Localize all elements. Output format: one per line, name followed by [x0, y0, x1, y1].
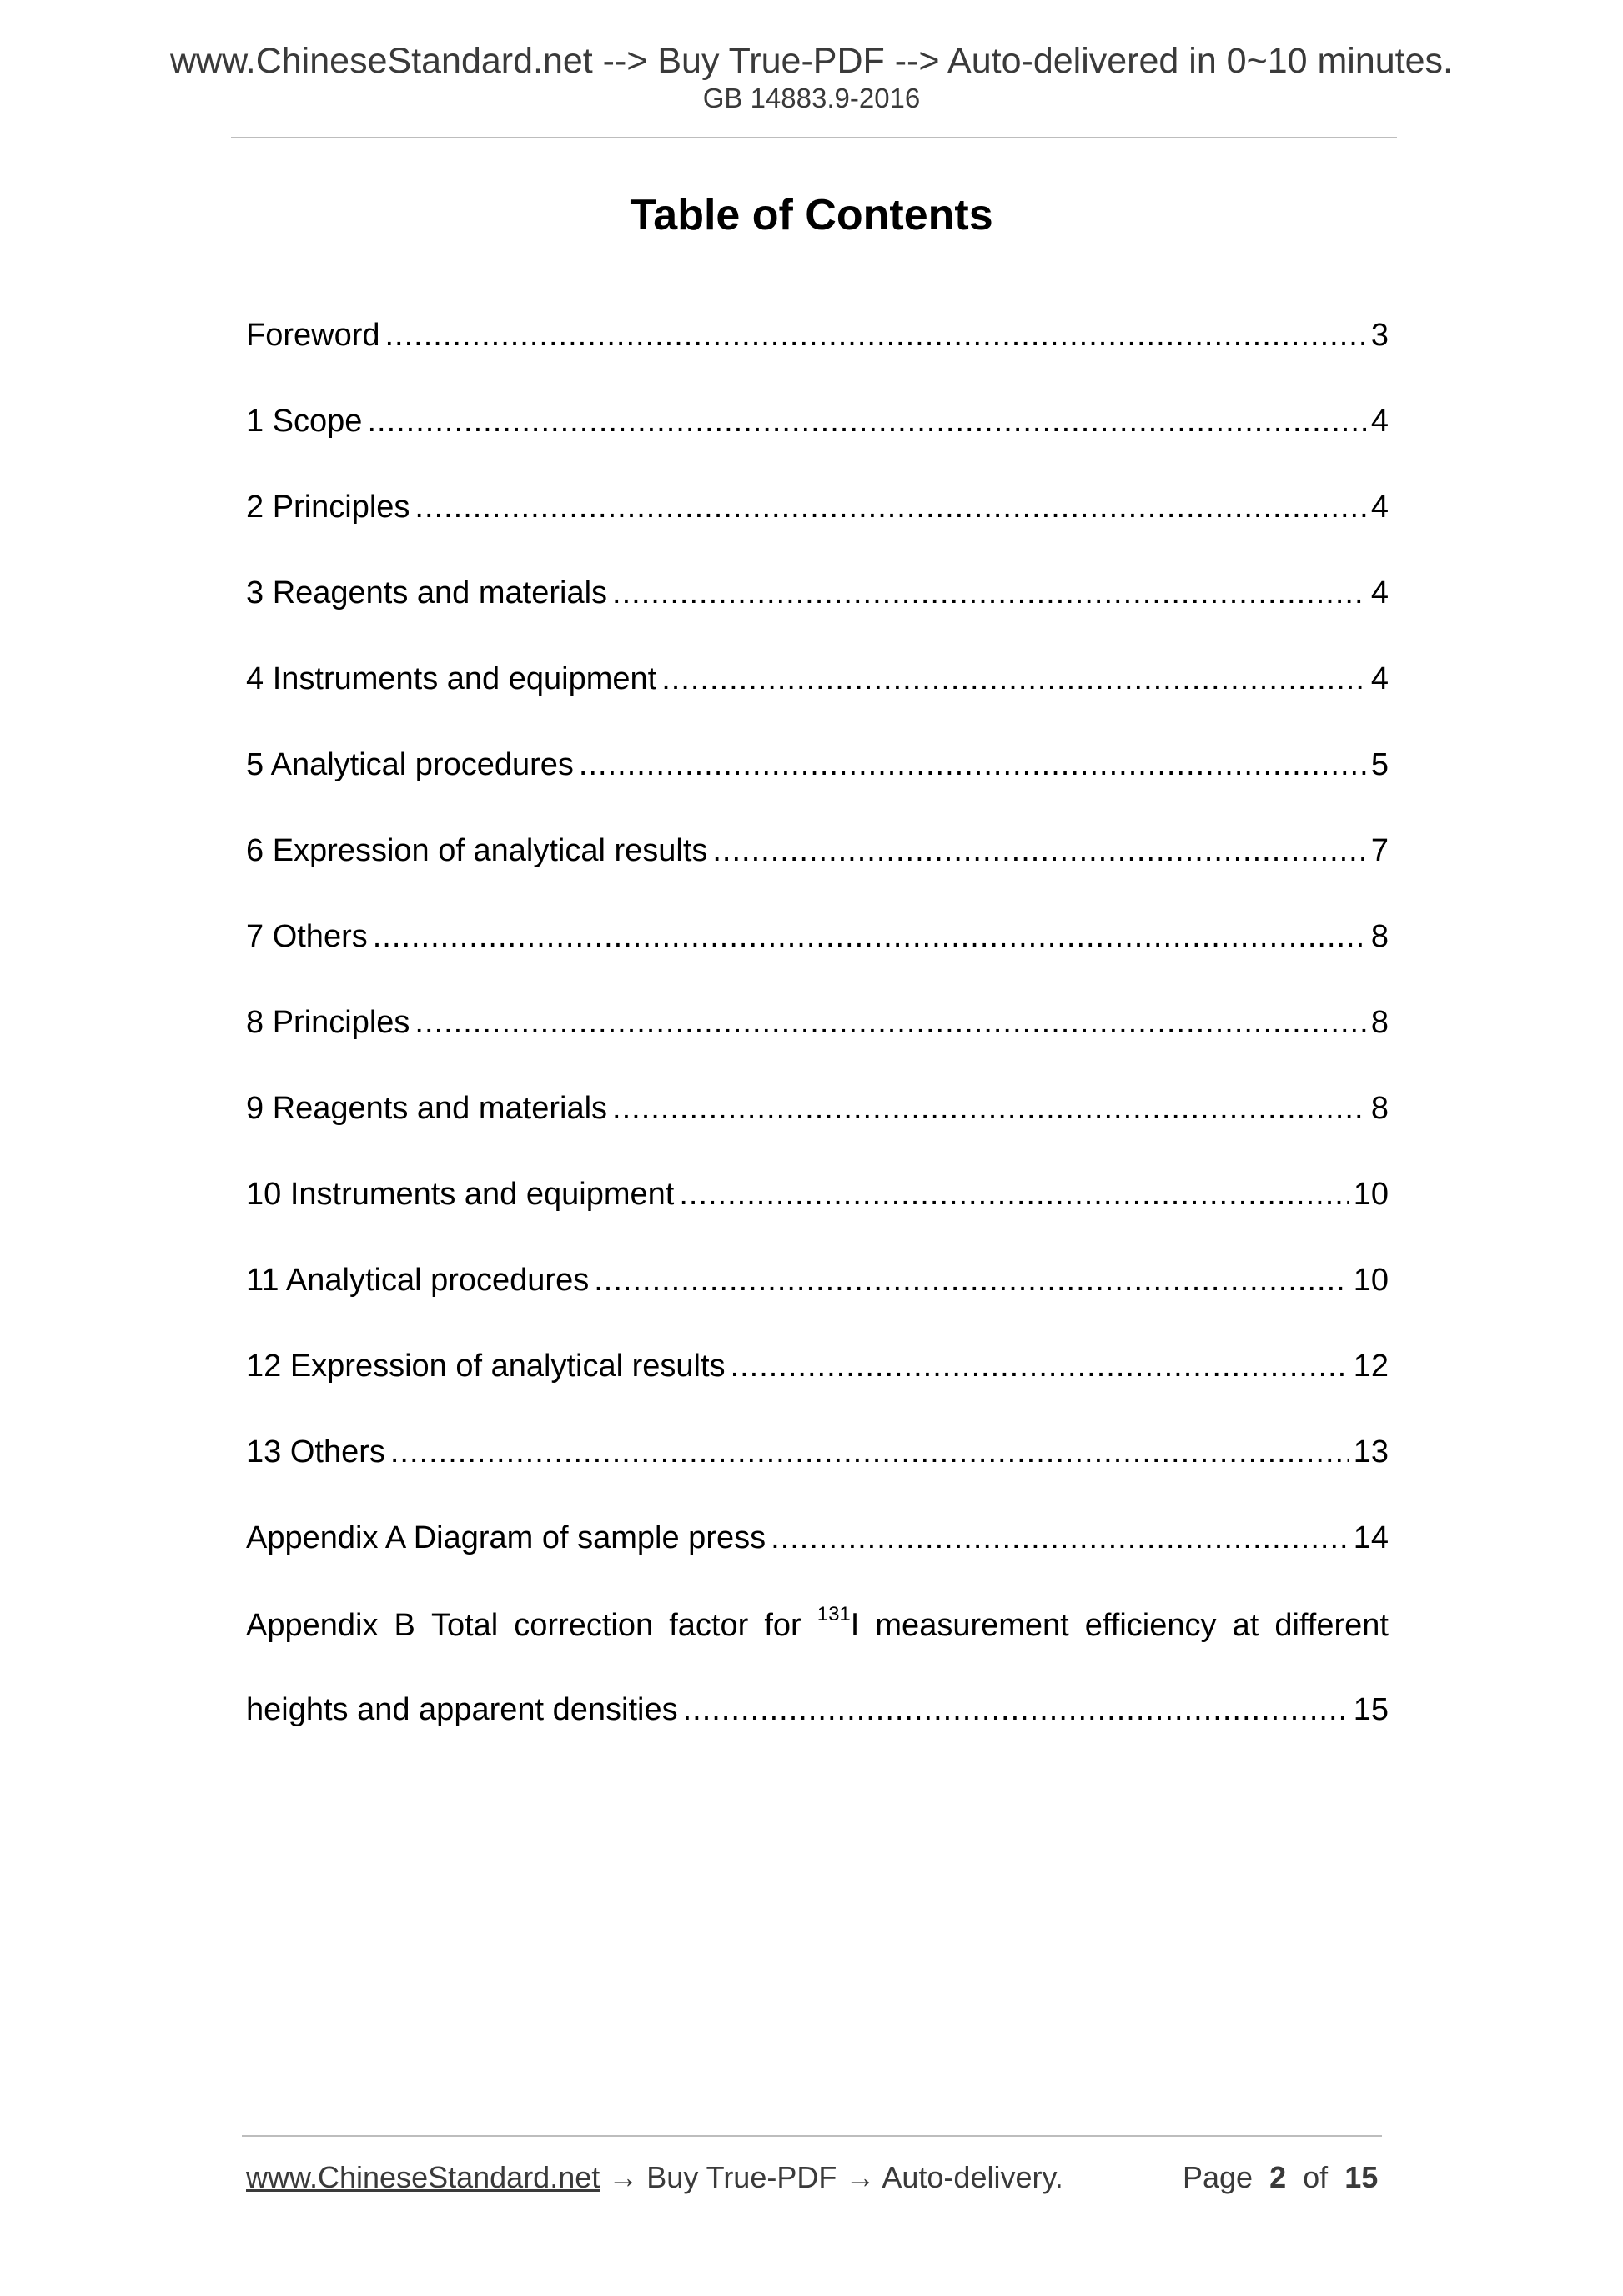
toc-entry-instruments[interactable] — [246, 663, 1389, 749]
toc-title: Table of Contents — [630, 191, 993, 239]
toc-word: B — [394, 1607, 415, 1643]
toc-entry-reagents-2[interactable] — [246, 1093, 1389, 1178]
toc-entry-page: 4 — [1370, 661, 1389, 696]
toc-entry-others-2[interactable] — [246, 1436, 1389, 1522]
toc-leader-dots — [683, 1694, 1349, 1726]
toc-entry-page: 4 — [1370, 575, 1389, 610]
toc-entry-appendix-a[interactable] — [246, 1522, 1389, 1608]
page-current: 2 — [1269, 2160, 1287, 2194]
toc-entry-instruments-2[interactable] — [246, 1178, 1389, 1264]
toc-entry-analytical-procedures-2[interactable] — [246, 1264, 1389, 1350]
toc-entry-page: 8 — [1370, 919, 1389, 954]
isotope-symbol: I — [850, 1607, 860, 1643]
toc-leader-dots — [390, 1436, 1349, 1468]
toc-entry-page: 4 — [1370, 404, 1389, 439]
toc-entry-label: Appendix A Diagram of sample press — [246, 1520, 766, 1555]
toc-entry-page: 10 — [1353, 1177, 1389, 1212]
toc-entry-appendix-b-line1[interactable] — [246, 1603, 1389, 1694]
toc-entry-others[interactable] — [246, 921, 1389, 1007]
toc-entry-page: 12 — [1353, 1349, 1389, 1384]
toc-entry-label: heights and apparent densities — [246, 1692, 678, 1727]
toc-entry-page: 14 — [1353, 1520, 1389, 1555]
toc-leader-dots — [679, 1178, 1348, 1210]
toc-leader-dots — [712, 835, 1365, 867]
toc-leader-dots — [612, 1093, 1366, 1124]
toc-entry-label: 4 Instruments and equipment — [246, 661, 657, 696]
page-total: 15 — [1344, 2160, 1379, 2194]
toc-entry-label: 3 Reagents and materials — [246, 575, 608, 610]
toc-word: correction — [514, 1607, 654, 1643]
of-label: of — [1303, 2160, 1329, 2194]
toc-leader-dots — [385, 319, 1366, 351]
toc-word: efficiency — [1084, 1607, 1217, 1643]
toc-entry-label: 1 Scope — [246, 404, 363, 439]
toc-entry-principles[interactable] — [246, 491, 1389, 577]
toc-entry-label: 6 Expression of analytical results — [246, 833, 708, 868]
footer-divider — [242, 2135, 1382, 2137]
toc-entry-label: 7 Others — [246, 919, 368, 954]
toc-leader-dots — [579, 749, 1366, 781]
toc-leader-dots — [415, 1007, 1365, 1038]
toc-leader-dots — [612, 577, 1366, 609]
toc-entry-analytical-procedures[interactable] — [246, 749, 1389, 835]
toc-entry-label: 11 Analytical procedures — [246, 1263, 590, 1298]
header-banner: www.ChineseStandard.net --> Buy True-PDF --> Auto-delivered in 0~10 minutes. — [169, 41, 1453, 81]
toc-word: Appendix — [246, 1607, 379, 1643]
footer-buy-text: Buy True-PDF — [646, 2160, 837, 2194]
toc-entry-page: 5 — [1370, 747, 1389, 782]
toc-leader-dots — [594, 1264, 1349, 1296]
toc-entry-page: 3 — [1370, 318, 1389, 353]
toc-entry-label: Foreword — [246, 318, 380, 353]
toc-entry-page: 13 — [1353, 1434, 1389, 1470]
toc-entry-label: 13 Others — [246, 1434, 385, 1470]
toc-entry-label: 10 Instruments and equipment — [246, 1177, 675, 1212]
toc-word: Total — [430, 1607, 499, 1643]
toc-word: measurement — [875, 1607, 1069, 1643]
toc-entry-label: 12 Expression of analytical results — [246, 1349, 726, 1384]
page-indicator — [1183, 2160, 1379, 2194]
toc-entry-label: 9 Reagents and materials — [246, 1091, 608, 1126]
toc-entry-expression-results[interactable] — [246, 835, 1389, 921]
header-divider — [231, 137, 1397, 138]
arrow-right-icon: → — [608, 2160, 639, 2194]
toc-word: different — [1274, 1607, 1389, 1643]
toc-entry-scope[interactable] — [246, 405, 1389, 491]
toc-entry-page: 8 — [1370, 1005, 1389, 1040]
footer-delivery-text: Auto-delivery. — [882, 2160, 1063, 2194]
isotope-superscript: 131 — [817, 1603, 851, 1625]
footer-website-link[interactable]: www.ChineseStandard.net — [246, 2160, 600, 2194]
arrow-right-icon: → — [845, 2160, 876, 2194]
toc-leader-dots — [373, 921, 1366, 952]
toc-entry-page: 4 — [1370, 490, 1389, 525]
toc-entry-principles-2[interactable] — [246, 1007, 1389, 1093]
toc-entry-label: 8 Principles — [246, 1005, 410, 1040]
toc-entry-page: 7 — [1370, 833, 1389, 868]
footer-promo — [246, 2160, 1063, 2194]
toc-leader-dots — [367, 405, 1365, 437]
toc-word: at — [1232, 1607, 1259, 1643]
toc-leader-dots — [415, 491, 1365, 523]
toc-entry-foreword[interactable] — [246, 319, 1389, 405]
page-label: Page — [1183, 2160, 1254, 2194]
toc-word: for — [764, 1607, 801, 1643]
toc-entry-page: 15 — [1353, 1692, 1389, 1727]
toc-entry-label: 2 Principles — [246, 490, 410, 525]
isotope-term — [817, 1603, 860, 1643]
toc-entry-reagents[interactable] — [246, 577, 1389, 663]
toc-leader-dots — [771, 1522, 1349, 1554]
toc-leader-dots — [731, 1350, 1349, 1382]
toc-entry-page: 8 — [1370, 1091, 1389, 1126]
toc-leader-dots — [661, 663, 1366, 695]
toc-list — [246, 319, 1389, 1780]
toc-entry-page: 10 — [1353, 1263, 1389, 1298]
toc-entry-expression-results-2[interactable] — [246, 1350, 1389, 1436]
toc-word: factor — [669, 1607, 749, 1643]
toc-entry-appendix-b-line2[interactable] — [246, 1694, 1389, 1780]
document-id: GB 14883.9-2016 — [702, 83, 921, 113]
toc-entry-label: 5 Analytical procedures — [246, 747, 574, 782]
